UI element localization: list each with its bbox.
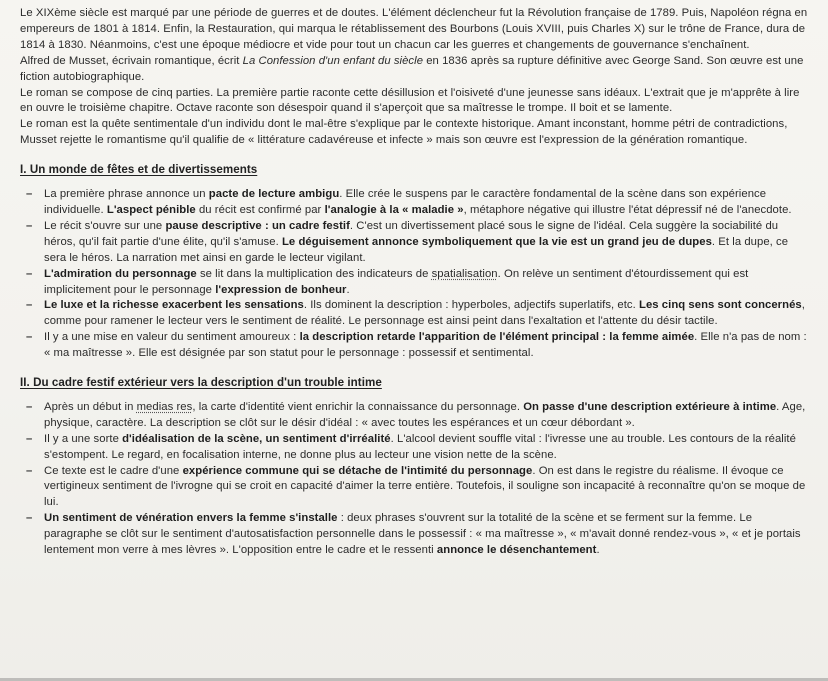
list-item: [26, 464, 810, 512]
item-text: du récit est confirmé par: [195, 203, 325, 216]
item-bold: la description retarde l'apparition de l'élément principal : la femme aimée: [299, 331, 695, 344]
item-bold: l'analogie à la « maladie »: [324, 203, 464, 216]
intro-paragraph-author: [20, 54, 810, 86]
section-1-list: [20, 187, 810, 362]
bullet-dash: –: [26, 464, 33, 477]
item-text: , la carte d'identité vient enrichir la connaissance du personnage.: [192, 400, 524, 413]
section-heading-1: I. Un monde de fêtes et de divertissements: [20, 163, 258, 177]
item-text: .: [346, 283, 350, 296]
item-bold: L'admiration du personnage: [44, 267, 197, 280]
item-text: , métaphore négative qui illustre l'état dépressif né de l'anecdote.: [463, 203, 792, 216]
intro-paragraph-structure: Le roman se compose de cinq parties. La première partie raconte cette désillusion et l'oisiveté d'une jeunesse sans idéaux. L'extrait que je m'apprête à lire en ouvre le troisième chapitre. Octave raconte son désespoir quand il s'aperçoit que sa maîtresse le trompe. Il boit et se lamente.: [20, 86, 800, 115]
item-text: . Age, physique, caractère. La description se clôt sur le désir d'idéal : « avec toutes les espérances et un cœur débordant ».: [44, 400, 806, 429]
item-bold: d'idéalisation de la scène, un sentiment d'irréalité: [122, 432, 391, 445]
item-text: .: [596, 544, 600, 557]
list-item: [26, 511, 810, 559]
bullet-dash: –: [26, 400, 33, 413]
bullet-dash: –: [26, 512, 33, 525]
section-heading-2: II. Du cadre festif extérieur vers la description d'un trouble intime: [20, 376, 382, 390]
item-bold: annonce le désenchantement: [436, 544, 597, 557]
spellcheck-word: medias res: [136, 400, 193, 413]
item-text: : deux phrases s'ouvrent sur la totalité de la scène et se ferment sur la femme. Le paragraphe se clôt sur le sentiment d'autosatisfaction personnelle dans le possessif : « ma maîtresse », « m'avait donné rendez-vous », « et je portais lentement mon verre à mes lèvres ». L'opposition entre le cadre et le ressenti: [44, 512, 801, 557]
list-item: [26, 330, 810, 362]
book-title: La Confession d'un enfant du siècle: [242, 54, 424, 67]
item-bold: pacte de lecture ambigu: [208, 188, 340, 201]
item-text: . C'est un divertissement placé sous le signe de l'idéal. Cela suggère la sociabilité du héros, qu'il fait partie d'une élite, qu'il s'amuse.: [44, 219, 779, 248]
list-item: [26, 267, 810, 299]
item-text: se lit dans la multiplication des indicateurs de: [196, 267, 432, 280]
item-text: Le récit s'ouvre sur une: [44, 219, 166, 232]
item-text: , comme pour ramener le lecteur vers le sentiment de réalité. Le personnage est ainsi peint dans l'exaltation et l'attente du désir tactile.: [44, 299, 805, 328]
intro-paragraph-context: Le XIXème siècle est marqué par une période de guerres et de doutes. L'élément déclencheur fut la Révolution française de 1789. Puis, Napoléon régna en empereurs de 1801 à 1814. Enfin, la Restauration, qui marqua le rétablissement des Bourbons (Louis XVIII, puis Charles X) sur le trône de France, dura de 1814 à 1830. Néanmoins, c'est une époque médiocre et vide pour tout un chacun car les guerres et changements de gouvernance s'enchaînent.: [20, 7, 808, 51]
item-text: Il y a une sorte: [44, 432, 123, 445]
item-text: . Et la dupe, ce sera le héros. La narration met ainsi en garde le lecteur vigilant.: [44, 235, 789, 264]
item-text: Il y a une mise en valeur du sentiment amoureux :: [44, 331, 300, 344]
list-item: [26, 400, 810, 432]
intro-paragraph-theme: Le roman est la quête sentimentale d'un individu dont le mal-être s'explique par le contexte historique. Amant inconstant, homme pétri de contradictions, Musset rejette le romantisme qu'il qualifie de « littérature cadavéreuse et infecte » mais son œuvre est l'expression de la génération romantique.: [20, 118, 788, 147]
item-text: . On relève un sentiment d'étourdissement qui est implicitement pour le personnage: [44, 267, 749, 296]
item-text: . Elle n'a pas de nom : « ma maîtresse ». Elle est désignée par son statut pour le personnage : possessif et sentimental.: [44, 331, 807, 360]
bullet-dash: –: [26, 267, 33, 280]
item-text: La première phrase annonce un: [44, 188, 209, 201]
item-bold: Les cinq sens sont concernés: [639, 299, 802, 312]
item-text: Après un début in: [44, 400, 137, 413]
intro-author-text: Alfred de Musset, écrivain romantique, écrit: [20, 54, 243, 67]
item-text: Ce texte est le cadre d'une: [44, 464, 183, 477]
item-bold: On passe d'une description extérieure à intime: [523, 400, 777, 413]
item-text: . Ils dominent la description : hyperboles, adjectifs superlatifs, etc.: [303, 299, 639, 312]
item-bold: expérience commune qui se détache de l'intimité du personnage: [182, 464, 533, 477]
list-item: [26, 219, 810, 267]
list-item: [26, 187, 810, 219]
list-item: [26, 432, 810, 464]
bullet-dash: –: [26, 188, 33, 201]
item-text: . Elle crée le suspens par le caractère fondamental de la scène dans son expérience individuelle.: [44, 188, 767, 216]
list-item: [26, 298, 810, 330]
item-bold: Un sentiment de vénération envers la femme s'installe: [44, 512, 338, 525]
bullet-dash: –: [26, 219, 33, 232]
bullet-dash: –: [26, 331, 33, 344]
item-bold: pause descriptive : un cadre festif: [165, 219, 350, 232]
intro-author-text-end: en 1836 après sa rupture définitive avec George Sand. Son œuvre est une fiction autobiographique.: [20, 54, 804, 83]
item-text: . L'alcool devient souffle vital : l'ivresse une au trouble. Les contours de la réalité s'estompent. Le regard, en focalisation interne, ne donne plus au lecteur une vision nette de la scène.: [44, 432, 796, 461]
bullet-dash: –: [26, 299, 33, 312]
item-bold: L'aspect pénible: [106, 203, 196, 216]
item-text: . On est dans le registre du réalisme. Il évoque ce vertigineux sentiment de l'ivrogne qui se croit en capacité d'aimer la terre entière. Toutefois, il souligne son incapacité à reconnaître qu'on se moque de lui.: [44, 464, 806, 509]
item-bold: l'expression de bonheur: [215, 283, 347, 296]
section-2-list: [20, 400, 810, 559]
spellcheck-word: spatialisation: [431, 267, 498, 280]
item-bold: Le déguisement annonce symboliquement que la vie est un grand jeu de dupes: [281, 235, 712, 248]
item-bold: Le luxe et la richesse exacerbent les sensations: [44, 299, 304, 312]
bullet-dash: –: [26, 432, 33, 445]
